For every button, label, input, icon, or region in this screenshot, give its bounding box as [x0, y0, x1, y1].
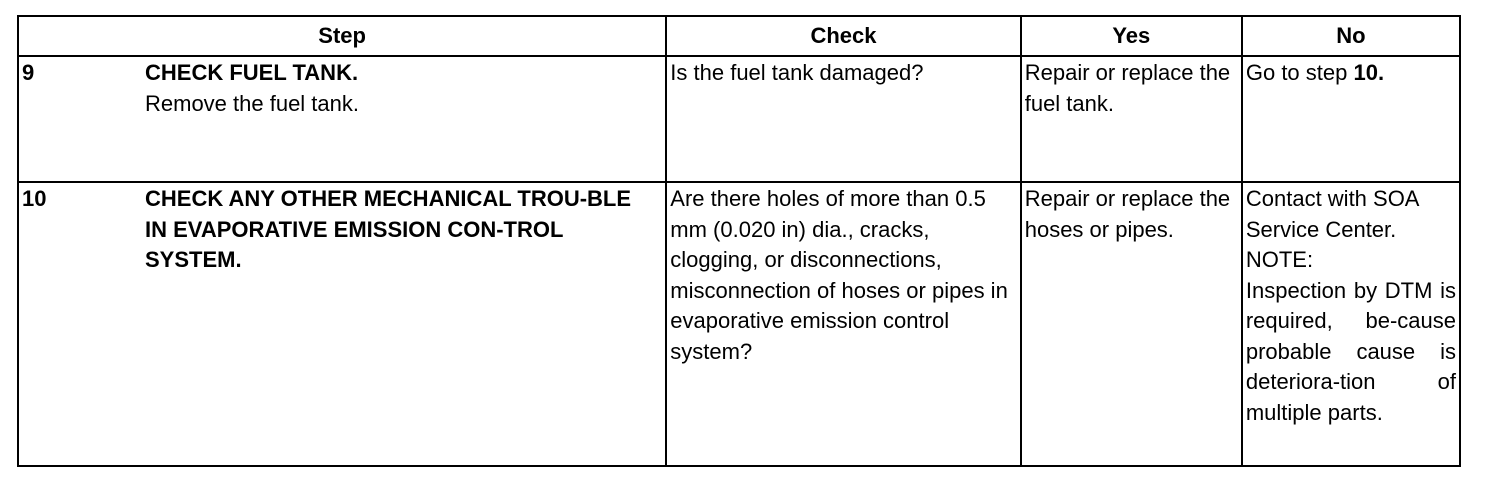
no-prefix: Go to step — [1245, 60, 1354, 85]
check-text: Is the fuel tank damaged? — [670, 60, 924, 85]
step-cell — [18, 182, 666, 466]
note-text: Inspection by DTM is required, be-cause probable cause is deteriora-tion of multiple parts. — [1245, 277, 1456, 425]
no-cell — [1242, 56, 1460, 182]
check-text: Are there holes of more than 0.5 mm (0.020 in) dia., cracks, clogging, or disconnections, misconnection of hoses or pipes in evaporative emission control system? — [670, 186, 1008, 364]
header-check: Check — [666, 16, 1020, 56]
no-text — [1246, 57, 1456, 89]
yes-text: Repair or replace the hoses or pipes. — [1024, 186, 1231, 242]
header-no: No — [1242, 16, 1460, 56]
table-header-row — [18, 16, 1460, 56]
yes-cell — [1021, 56, 1242, 182]
yes-cell — [1021, 182, 1242, 466]
step-subtext: Remove the fuel tank. — [145, 90, 360, 116]
table-row — [18, 56, 1460, 182]
step-title: CHECK ANY OTHER MECHANICAL TROU-BLE IN EVAPORATIVE EMISSION CON-TROL SYSTEM. — [145, 186, 632, 272]
table-row — [18, 182, 1460, 466]
diagnostic-procedure-table — [17, 15, 1461, 467]
step-cell — [18, 56, 666, 182]
step-number: 9 — [22, 60, 35, 85]
no-text: Contact with SOA Service Center. — [1245, 186, 1419, 242]
step-reference: 10. — [1353, 60, 1385, 85]
check-cell — [666, 56, 1020, 182]
step-title: CHECK FUEL TANK. — [145, 60, 359, 85]
yes-text: Repair or replace the fuel tank. — [1024, 60, 1231, 116]
header-step: Step — [18, 16, 666, 56]
step-number: 10 — [22, 186, 47, 211]
check-cell — [666, 182, 1020, 466]
no-cell — [1242, 182, 1460, 466]
header-yes: Yes — [1021, 16, 1242, 56]
note-label: NOTE: — [1245, 247, 1314, 272]
